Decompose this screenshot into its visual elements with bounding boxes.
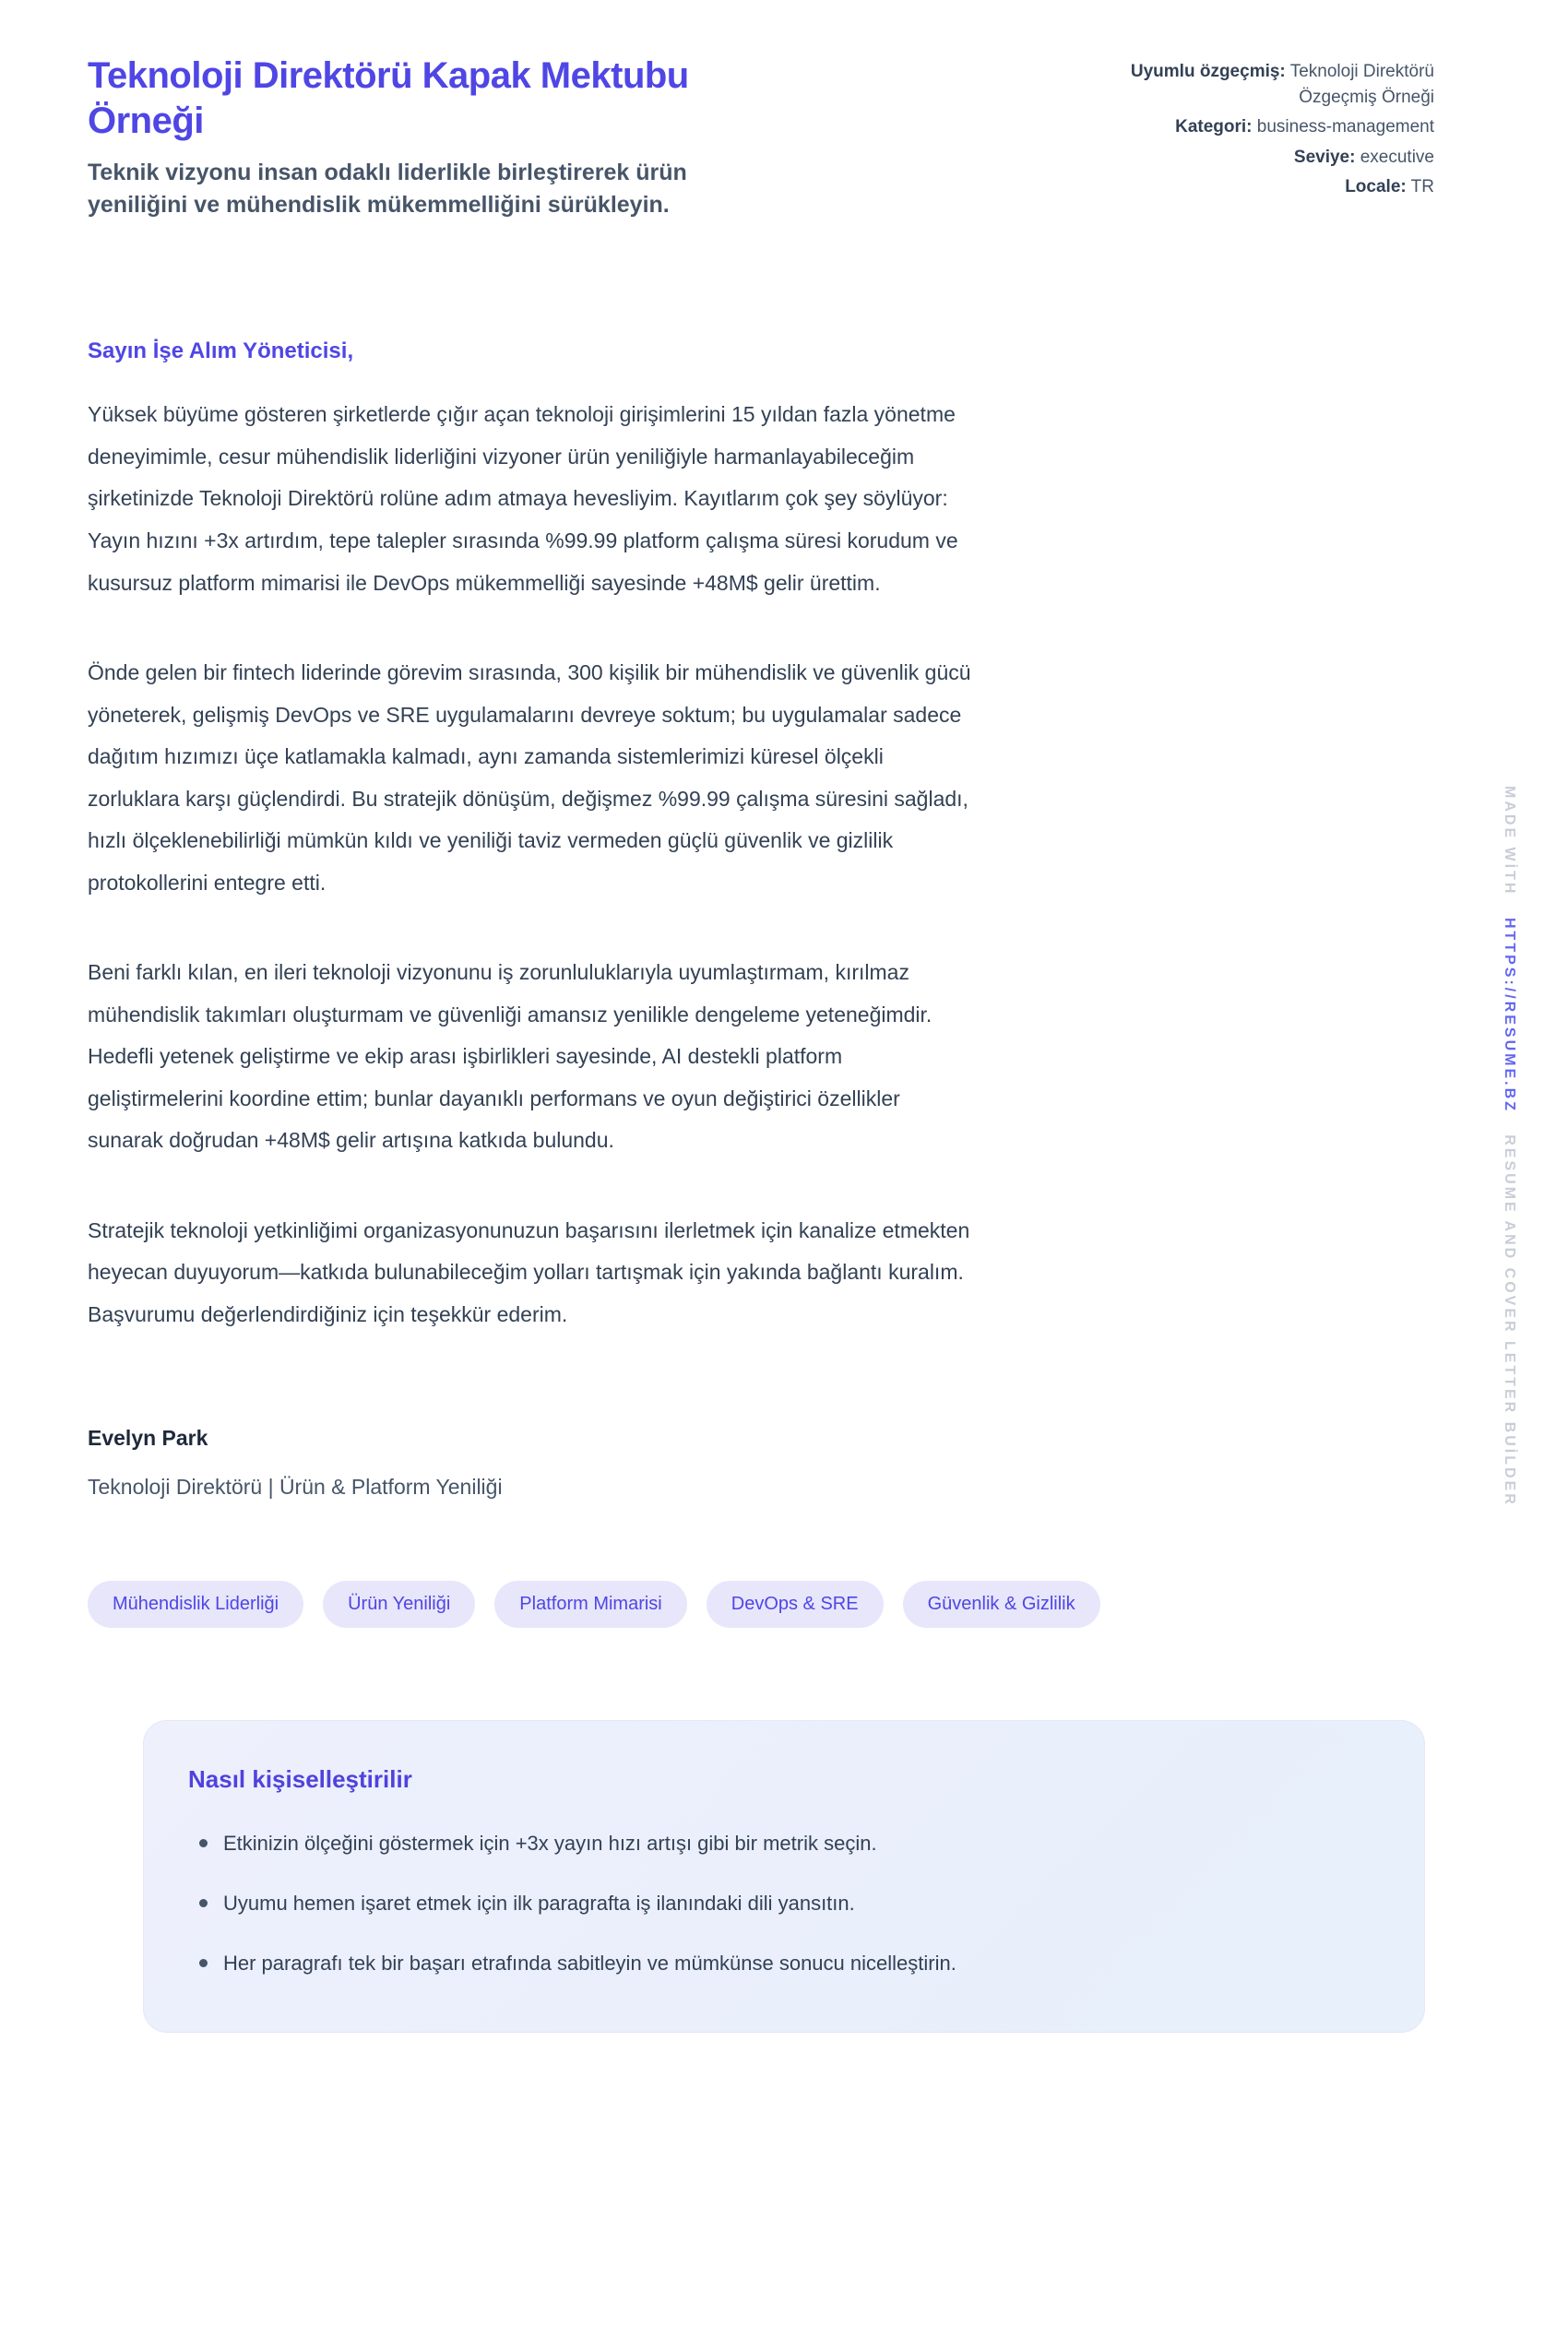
signature-block xyxy=(88,1426,973,1500)
letter-paragraph: Beni farklı kılan, en ileri teknoloji vizyonunu iş zorunluluklarıyla uyumlaştırmam, kırılmaz mühendislik takımları oluşturmam ve güvenliği amansız yenilikle dengeleme yeteneğimdir. Hedefli yetenek geliştirme ve ekip arası işbirlikleri sayesinde, AI destekli platform geliştirmelerini koordine ettim; bunlar dayanıklı performans ve oyun değiştirici özellikler sunarak doğrudan +48M$ gelir artışına katkıda bulundu. xyxy=(88,960,932,1153)
page-header xyxy=(88,53,1434,220)
tag-engineering-leadership: Mühendislik Liderliği xyxy=(88,1581,303,1628)
letter-paragraph: Stratejik teknoloji yetkinliğimi organizasyonunuzun başarısını ilerletmek için kanalize etmekten heyecan duyuyorum—katkıda bulunabileceğim yolları tartışmak için yakında bağlantı kuralım. Başvurumu değerlendirdiğiniz için teşekkür ederim. xyxy=(88,1217,970,1326)
bullet-icon xyxy=(199,1959,208,1967)
personalization-tips-card xyxy=(143,1720,1425,2033)
tag-list xyxy=(88,1581,1434,1628)
meta-value: TR xyxy=(1410,177,1434,197)
tag-devops-sre: DevOps & SRE xyxy=(707,1581,884,1628)
letter-body xyxy=(88,338,973,1500)
meta-row-matching-resume xyxy=(1116,59,1434,110)
signature-title: Teknoloji Direktörü | Ürün & Platform Yeniliği xyxy=(88,1475,503,1500)
meta-value: business-management xyxy=(1256,117,1434,137)
meta-panel xyxy=(1116,53,1434,205)
page-title: Teknoloji Direktörü Kapak Mektubu Örneği xyxy=(88,55,689,142)
meta-value: Teknoloji Direktörü Özgeçmiş Örneği xyxy=(1289,62,1434,107)
meta-row-category xyxy=(1116,114,1434,140)
tag-security-privacy: Güvenlik & Gizlilik xyxy=(903,1581,1100,1628)
letter-greeting: Sayın İşe Alım Yöneticisi, xyxy=(88,338,354,364)
tip-item xyxy=(188,1889,1369,1918)
resume-bz-link[interactable]: HTTPS://RESUME.BZ xyxy=(1502,917,1517,1113)
tips-list xyxy=(188,1829,1369,1978)
tip-text: Etkinizin ölçeğini göstermek için +3x yayın hızı artışı gibi bir metrik seçin. xyxy=(223,1832,877,1856)
meta-label: Seviye: xyxy=(1293,147,1356,167)
bullet-icon xyxy=(199,1899,208,1907)
meta-label: Locale: xyxy=(1345,177,1407,197)
tip-item xyxy=(188,1949,1369,1978)
signature-name: Evelyn Park xyxy=(88,1426,208,1451)
made-with-watermark xyxy=(1501,786,1517,1507)
watermark-prefix: MADE WİTH xyxy=(1502,786,1517,896)
meta-label: Kategori: xyxy=(1175,117,1253,137)
header-title-block xyxy=(88,53,742,220)
tip-text: Uyumu hemen işaret etmek için ilk paragrafta iş ilanındaki dili yansıtın. xyxy=(223,1892,855,1916)
page-subtitle: Teknik vizyonu insan odaklı liderlikle birleştirerek ürün yeniliğini ve mühendislik mükemmelliğini sürükleyin. xyxy=(88,160,687,218)
meta-value: executive xyxy=(1360,147,1434,167)
meta-row-level xyxy=(1116,145,1434,171)
tip-text: Her paragrafı tek bir başarı etrafında sabitleyin ve mümkünse sonucu nicelleştirin. xyxy=(223,1952,956,1976)
watermark-suffix: RESUME AND COVER LETTER BUİLDER xyxy=(1502,1134,1517,1507)
bullet-icon xyxy=(199,1839,208,1847)
letter-paragraph: Önde gelen bir fintech liderinde görevim sırasında, 300 kişilik bir mühendislik ve güvenlik gücü yöneterek, gelişmiş DevOps ve SRE uygulamalarını devreye soktum; bu uygulamalar sadece dağıtım hızımızı üçe katlamakla kalmadı, aynı zamanda sistemlerimizi küresel ölçekli zorluklara karşı güçlendirdi. Bu stratejik dönüşüm, değişmez %99.99 çalışma süresini sağladı, hızlı ölçeklenebilirliği mümkün kıldı ve yeniliği taviz vermeden güçlü güvenlik ve gizlilik protokollerini entegre etti. xyxy=(88,660,971,895)
meta-row-locale xyxy=(1116,174,1434,200)
tips-title: Nasıl kişiselleştirilir xyxy=(188,1765,412,1794)
letter-paragraph: Yüksek büyüme gösteren şirketlerde çığır açan teknoloji girişimlerini 15 yıldan fazla yönetme deneyimimle, cesur mühendislik liderliğini vizyoner ürün yeniliğiyle harmanlayabileceğim şirketinizde Teknoloji Direktörü rolüne adım atmaya hevesliyim. Kayıtlarım çok şey söylüyor: Yayın hızını +3x artırdım, tepe talepler sırasında %99.99 platform çalışma süresi korudum ve kusursuz platform mimarisi ile DevOps mükemmelliği sayesinde +48M$ gelir ürettim. xyxy=(88,402,958,595)
tip-item xyxy=(188,1829,1369,1858)
tag-platform-architecture: Platform Mimarisi xyxy=(494,1581,686,1628)
tag-product-innovation: Ürün Yeniliği xyxy=(323,1581,475,1628)
meta-label: Uyumlu özgeçmiş: xyxy=(1130,62,1286,81)
